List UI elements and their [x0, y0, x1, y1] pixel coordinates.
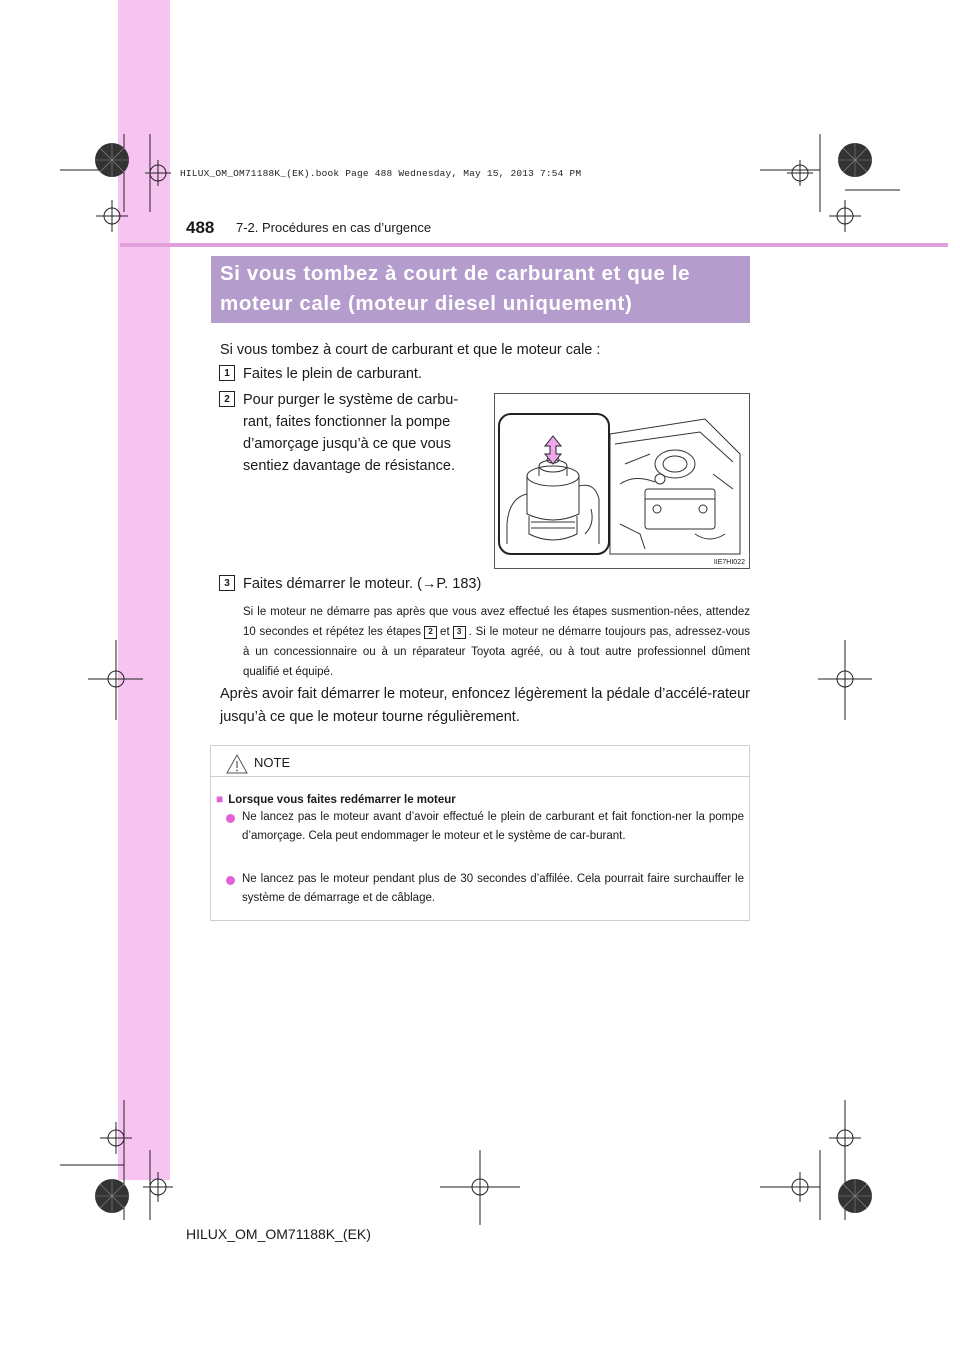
- section-title: 7-2. Procédures en cas d’urgence: [236, 220, 432, 235]
- note-divider: [210, 776, 750, 777]
- title-line-2: moteur cale (moteur diesel uniquement): [220, 292, 633, 315]
- after-start-text: Après avoir fait démarrer le moteur, enfoncez légèrement la pédale d’accélé-rateur jusqu’à ce que le moteur tourne régulièrement.: [220, 686, 750, 725]
- bullet-dot-icon: [226, 876, 235, 885]
- step-2-line: sentiez davantage de résistance.: [243, 458, 455, 474]
- note-heading: [216, 792, 456, 806]
- step-number-1: 1: [219, 365, 235, 381]
- note-heading-text: Lorsque vous faites redémarrer le moteur: [228, 794, 456, 806]
- title-line-1: Si vous tombez à court de carburant et que le: [220, 262, 691, 285]
- engine-illustration: [494, 393, 750, 569]
- book-file-info: HILUX_OM_OM71188K_(EK).book Page 488 Wednesday, May 15, 2013 7:54 PM: [180, 168, 582, 179]
- footer-manual-code: HILUX_OM_OM71188K_(EK): [186, 1226, 371, 1242]
- step-3-note-and: et: [440, 626, 450, 638]
- step-number-2: 2: [219, 391, 235, 407]
- step-2-line: Pour purger le système de carbu-: [243, 392, 459, 408]
- header-rule: [120, 243, 948, 247]
- step-number-3: 3: [219, 575, 235, 591]
- step-3-note-part1: Si le moteur ne démarre pas après que vous avez effectué les étapes susmention-nées, attendez 10 secondes et répétez les étapes: [243, 606, 750, 638]
- step-3-text: Faites démarrer le moteur. (→P. 183): [243, 576, 482, 592]
- step-2-line: d’amorçage jusqu’à ce que vous: [243, 436, 451, 452]
- fuel-filter-pump-illustration: [495, 394, 749, 568]
- step-3-note-part2: . Si le moteur ne démarre toujours pas, adressez-vous à un concessionnaire ou à un réparateur Toyota agréé, ou à tout autre professionnel dûment qualifié et équipé.: [243, 626, 750, 678]
- step-2-text: [243, 389, 476, 477]
- page-number: 488: [186, 218, 215, 237]
- bullet-dot-icon: [226, 814, 235, 823]
- step-ref-2: 2: [424, 626, 437, 639]
- step-3-note: [243, 602, 750, 682]
- square-bullet-icon: ■: [216, 792, 224, 806]
- note-label: NOTE: [254, 755, 291, 770]
- warning-triangle-icon: [226, 754, 248, 774]
- title-box: [211, 256, 750, 323]
- step-1-text: Faites le plein de carburant.: [243, 366, 422, 382]
- step-2-line: rant, faites fonctionner la pompe: [243, 414, 451, 430]
- intro-text: Si vous tombez à court de carburant et que le moteur cale :: [220, 342, 601, 358]
- note-item: Ne lancez pas le moteur pendant plus de 30 secondes d’affilée. Cela pourrait faire surchauffer le système de démarrage et de câblage.: [242, 873, 744, 904]
- note-item: Ne lancez pas le moteur avant d’avoir effectué le plein de carburant et fait fonction-ner la pompe d’amorçage. Cela peut endommager le moteur et le système de car-burant.: [242, 811, 744, 842]
- step-ref-3: 3: [453, 626, 466, 639]
- figure-code: IIE7HI022: [713, 559, 745, 566]
